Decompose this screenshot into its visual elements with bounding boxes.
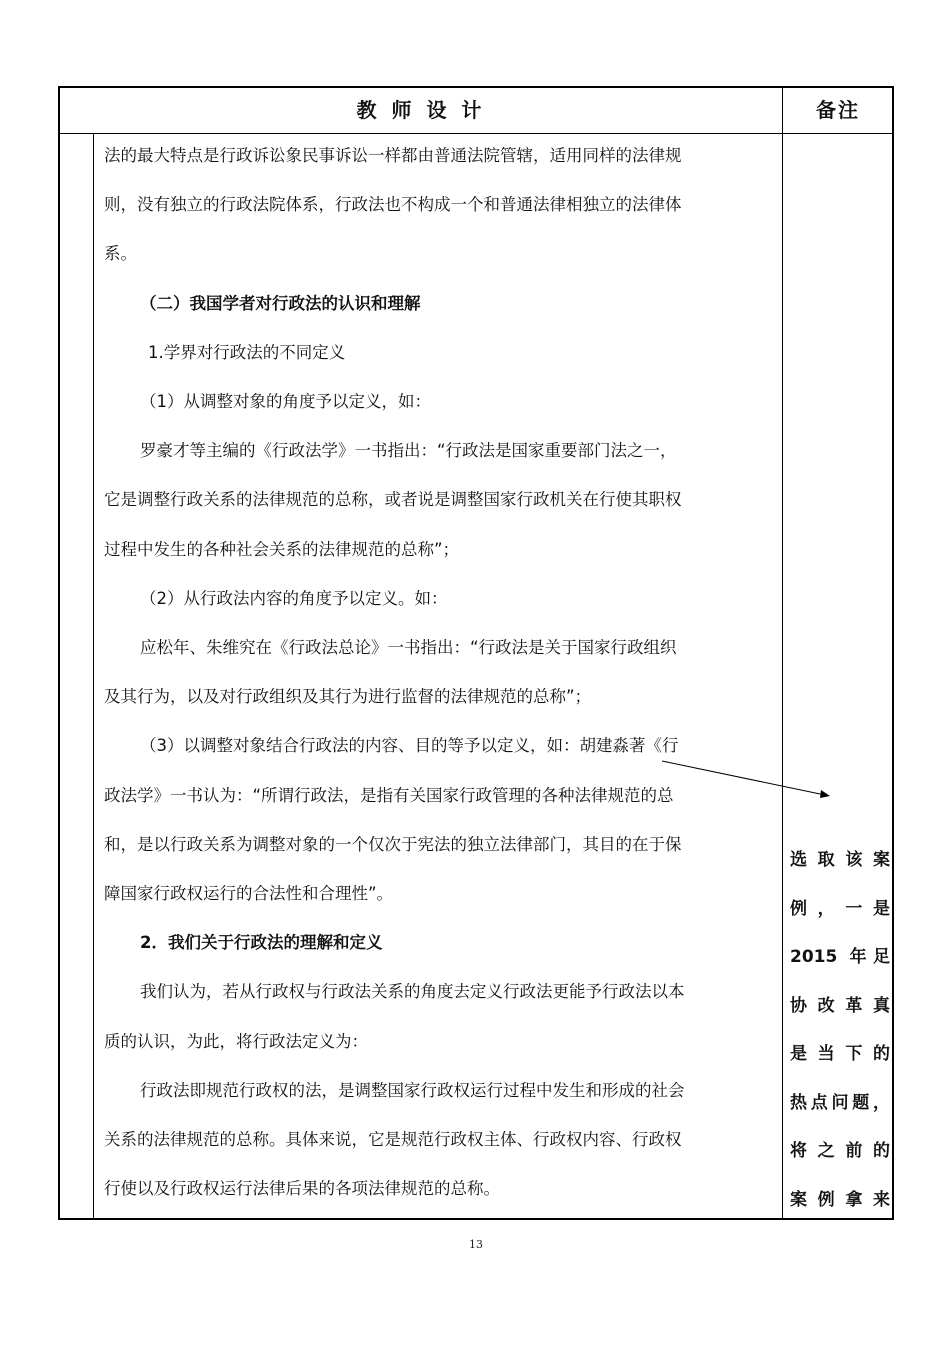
- subsection-heading: 1.学界对行政法的不同定义: [148, 342, 346, 362]
- body-line: 行政法即规范行政权的法，是调整国家行政权运行过程中发生和形成的社会: [140, 1080, 685, 1100]
- note-line: 例，一是: [790, 898, 890, 919]
- note-line: 将之前的: [790, 1141, 890, 1161]
- note-line: 2015 年足: [790, 947, 890, 967]
- note-line: 选取该案: [790, 850, 890, 870]
- body-line: 行使以及行政权运行法律后果的各项法律规范的总称。: [104, 1179, 500, 1199]
- body-line: 则，没有独立的行政法院体系，行政法也不构成一个和普通法律相独立的法律体: [104, 195, 682, 215]
- section-heading: 2．我们关于行政法的理解和定义: [140, 933, 383, 953]
- body-line: 法的最大特点是行政诉讼象民事诉讼一样都由普通法院管辖，适用同样的法律规: [104, 146, 682, 165]
- body-line: 它是调整行政关系的法律规范的总称，或者说是调整国家行政机关在行使其职权: [104, 490, 682, 510]
- body-line: 过程中发生的各种社会关系的法律规范的总称”；: [104, 539, 460, 559]
- body-line: 质的认识，为此，将行政法定义为：: [104, 1031, 368, 1051]
- body-line: 应松年、朱维究在《行政法总论》一书指出：“行政法是关于国家行政组织: [140, 638, 677, 658]
- body-line: 系。: [104, 244, 137, 264]
- body-line: 罗豪才等主编的《行政法学》一书指出：“行政法是国家重要部门法之一，: [140, 441, 677, 461]
- body-line: 政法学》一书认为：“所谓行政法，是指有关国家行政管理的各种法律规范的总: [104, 785, 674, 805]
- page-number: 13: [469, 1238, 483, 1251]
- body-line: （3）以调整对象结合行政法的内容、目的等予以定义，如：胡建淼著《行: [140, 736, 679, 756]
- body-line: （2）从行政法内容的角度予以定义。如：: [140, 588, 448, 608]
- section-heading: （二）我国学者对行政法的认识和理解: [140, 293, 421, 313]
- note-line: 案例拿来: [790, 1189, 890, 1210]
- note-line: 是当下的: [790, 1044, 890, 1064]
- body-line: 和，是以行政关系为调整对象的一个仅次于宪法的独立法律部门，其目的在于保: [104, 834, 682, 854]
- body-line: 障国家行政权运行的合法性和合理性”。: [104, 884, 394, 904]
- remarks-header: 备注: [816, 98, 860, 122]
- body-line: 我们认为，若从行政权与行政法关系的角度去定义行政法更能予行政法以本: [140, 982, 685, 1002]
- body-line: 关系的法律规范的总称。具体来说，它是规范行政权主体、行政权内容、行政权: [104, 1130, 682, 1150]
- body-line: 及其行为，以及对行政组织及其行为进行监督的法律规范的总称”；: [104, 687, 592, 707]
- body-line: （1）从调整对象的角度予以定义，如：: [140, 392, 431, 412]
- note-line: 协改革真: [790, 995, 890, 1016]
- teacher-design-header: 教 师 设 计: [356, 98, 486, 122]
- note-line: 热点问题，: [790, 1092, 890, 1113]
